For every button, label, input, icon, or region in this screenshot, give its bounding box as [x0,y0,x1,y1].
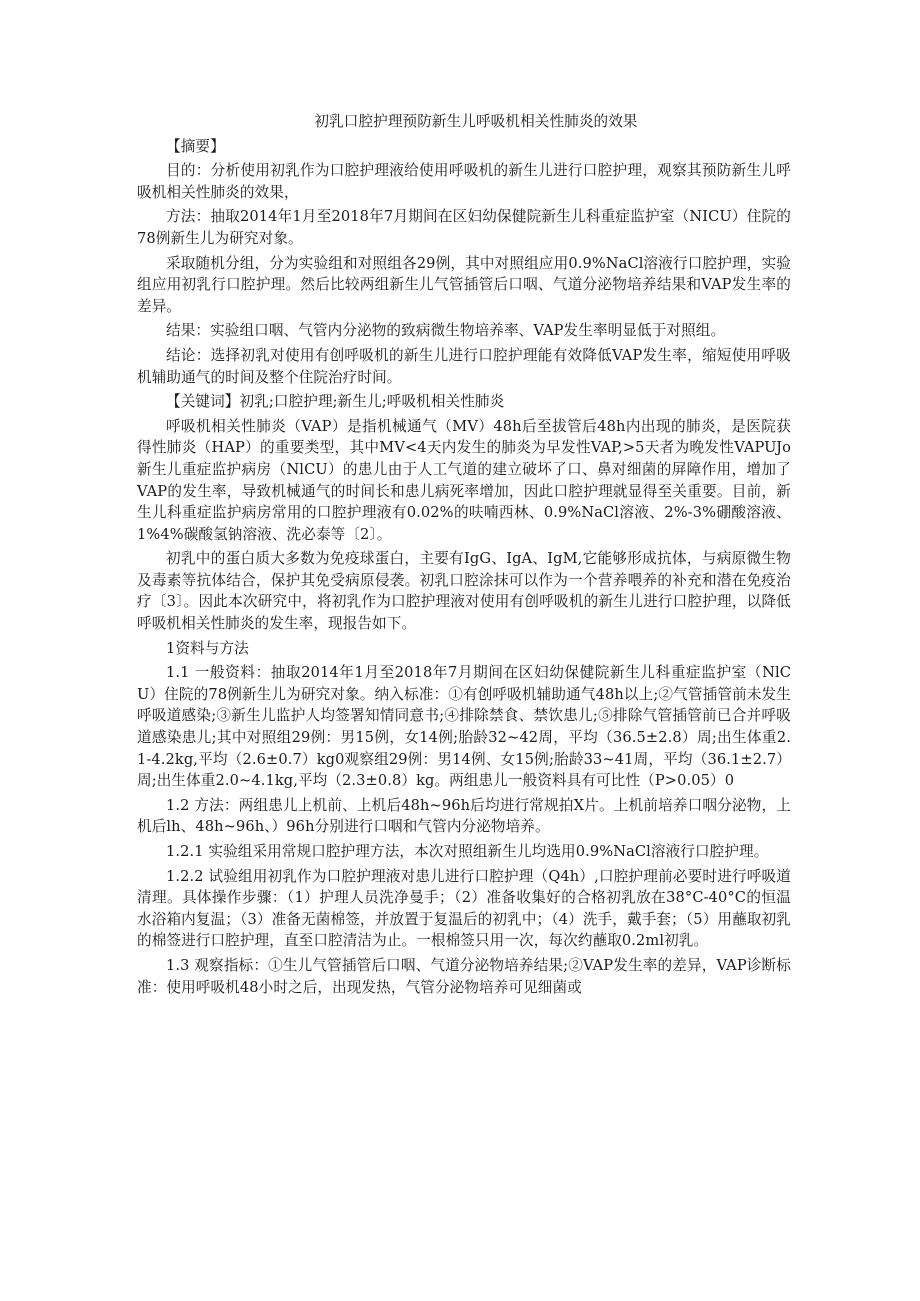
abstract-heading: 【摘要】 [166,137,225,155]
paragraph-conclusion: 结论：选择初乳对使用有创呼吸机的新生儿进行口腔护理能有效降低VAP发生率，缩短使用呼吸机辅助通气的时间及整个住院治疗时间。 [137,346,791,386]
paragraph-method: 方法：抽取2014年1月至2018年7月期间在区妇幼保健院新生儿科重症监护室（NICU）住院的78例新生儿为研究对象。 [137,208,791,247]
paragraph-objective: 目的：分析使用初乳作为口腔护理液给使用呼吸机的新生儿进行口腔护理，观察其预防新生儿呼吸机相关性肺炎的效果， [137,162,791,201]
paragraph-intro-vap: 呼吸机相关性肺炎（VAP）是指机械通气（MV）48h后至拔管后48h内出现的肺炎，是医院获得性肺炎（HAP）的重要类型，其中MV<4天内发生的肺炎为早发性VAP,>5天者为晚发性VAPUJo新生儿重症监护病房（NlCU）的患儿由于人工气道的建立破坏了口、鼻对细菌的屏障作用，增加了VAP的发生率，导致机械通气的时间长和患儿病死率增加，因此口腔护理就显得至关重要。目前，新生儿科重症监护病房常用的口腔护理液有0.02%的呋喃西林、0.9%NaCl溶液、2%-3%硼酸溶液、1%4%碳酸氢钠溶液、洗必泰等〔2〕。 [137,417,791,543]
section-heading-methods: 1资料与方法 [166,639,249,657]
document-title: 初乳口腔护理预防新生儿呼吸机相关性肺炎的效果 [314,113,638,130]
paragraph-intro-colostrum: 初乳中的蛋白质大多数为免疫球蛋白，主要有IgG、IgA、IgM,它能够形成抗体，与病原微生物及毒素等抗体结合，保护其免受病原侵袭。初乳口腔涂抹可以作为一个营养喂养的补充和潜在免疫治疗〔3〕。因此本次研究中，将初乳作为口腔护理液对使用有创呼吸机的新生儿进行口腔护理，以降低呼吸机相关性肺炎的发生率，现报告如下。 [137,550,791,633]
paragraph-control-group: 1.2.1 实验组采用常规口腔护理方法，本次对照组新生儿均选用0.9%NaCl溶液行口腔护理。 [166,843,769,860]
paragraph-keywords: 【关键词】初乳;口腔护理;新生儿;呼吸机相关性肺炎 [166,393,505,411]
document-body [137,111,791,1001]
paragraph-test-group: 1.2.2 试验组用初乳作为口腔护理液对患儿进行口腔护理（Q4h）,口腔护理前必要时进行呼吸道清理。具体操作步骤：（1）护理人员洗净曼手；（2）准备收集好的合格初乳放在38°C-40°C的恒温水浴箱内复温；（3）准备无菌棉签，并放置于复温后的初乳中；（4）洗手，戴手套；（5）用蘸取初乳的棉签进行口腔护理，直至口腔清洁为止。一根棉签只用一次，每次约蘸取0.2ml初乳。 [137,867,791,950]
paragraph-methods: 1.2 方法：两组患儿上机前、上机后48h~96h后均进行常规拍X片。上机前培养口咽分泌物，上机后lh、48h~96h、）96h分别进行口咽和气管内分泌物培养。 [137,796,791,836]
paragraph-grouping: 采取随机分组，分为实验组和对照组各29例，其中对照组应用0.9%NaCl溶液行口腔护理，实验组应用初乳行口腔护理。然后比较两组新生儿气管插管后口咽、气道分泌物培养结果和VAP发生率的差异。 [137,254,791,315]
paragraph-results: 结果：实验组口咽、气管内分泌物的致病微生物培养率、VAP发生率明显低于对照组。 [166,322,726,340]
paragraph-observation: 1.3 观察指标：①生儿气管插管后口咽、气道分泌物培养结果;②VAP发生率的差异，VAP诊断标准：使用呼吸机48小时之后，出现发热，气管分泌物培养可见细菌或 [137,956,791,996]
paragraph-general-data: 1.1 一般资料：抽取2014年1月至2018年7月期间在区妇幼保健院新生儿科重症监护室（NlCU）住院的78例新生儿为研究对象。纳入标准：①有创呼吸机辅助通气48h以上;②气管插管前未发生呼吸道感染;③新生儿监护人均签署知情同意书;④排除禁食、禁饮患儿;⑤排除气管插管前已合并呼吸道感染患儿;其中对照组29例：男15例，女14例;胎龄32~42周，平均（36.5±2.8）周;出生体重2.1-4.2kg,平均（2.6±0.7）kg0观察组29例：男14例、女15例;胎龄33~41周，平均（36.1±2.7）周;出生体重2.0~4.1kg,平均（2.3±0.8）kg。两组患儿一般资料具有可比性（P>0.05）0 [137,664,791,790]
